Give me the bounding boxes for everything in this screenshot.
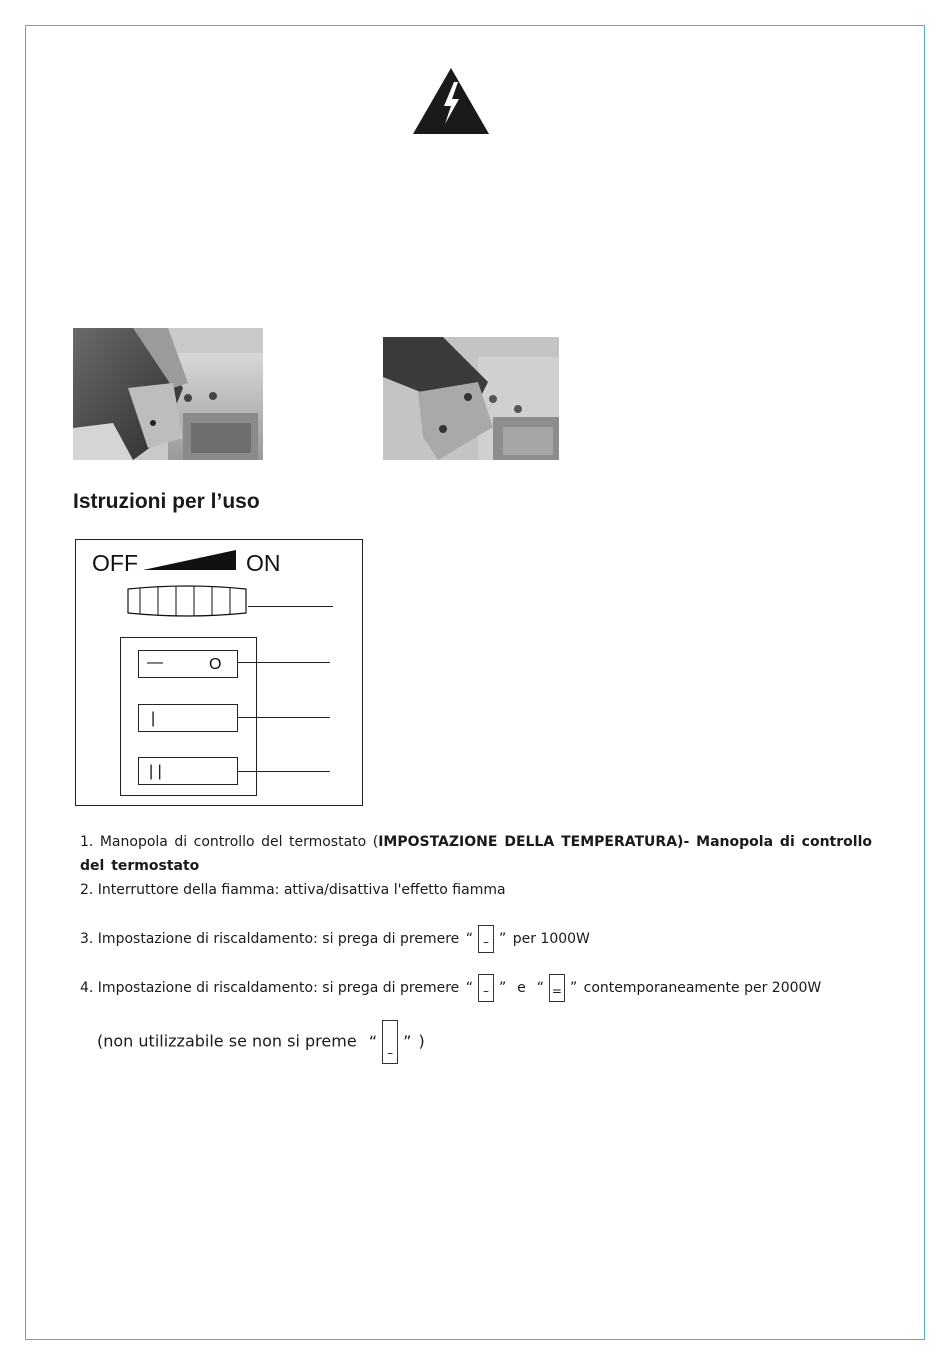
instruction-4-suffix: contemporaneamente per 2000W (583, 980, 822, 996)
instruction-3 (80, 925, 872, 953)
leader-line-4 (237, 771, 330, 772)
control-panel-diagram (75, 539, 363, 806)
heat-2000w-switch (138, 757, 238, 785)
heat-1000w-symbol: | (151, 710, 156, 727)
bracket-photo-1 (73, 328, 263, 460)
single-heat-button-symbol (478, 974, 494, 1002)
thermostat-knob (126, 585, 248, 617)
close-quote: ” (498, 931, 507, 947)
on-label: ON (246, 550, 281, 576)
close-quote: ” (403, 1031, 412, 1051)
open-quote: “ (536, 980, 544, 996)
flame-switch (138, 650, 238, 678)
heat-1000w-switch (138, 704, 238, 732)
single-heat-button-symbol (382, 1020, 398, 1064)
single-heat-button-symbol (478, 925, 494, 953)
instruction-2: 2. Interruttore della fiamma: attiva/disattiva l'effetto fiamma (80, 882, 506, 898)
instruction-3-suffix: per 1000W (512, 931, 590, 947)
double-mark: = (551, 984, 562, 998)
section-title: Istruzioni per l’uso (73, 490, 260, 513)
flame-switch-right-symbol: O (209, 656, 222, 673)
single-mark: – (387, 1046, 394, 1060)
single-mark: – (482, 984, 489, 998)
instruction-note (97, 1020, 889, 1064)
leader-line-3 (237, 717, 330, 718)
open-quote: “ (465, 931, 473, 947)
heat-2000w-symbol: | | (149, 763, 162, 780)
double-heat-button-symbol (549, 974, 565, 1002)
leader-line-1 (248, 606, 333, 607)
instruction-4-prefix: 4. Impostazione di riscaldamento: si prega di premere (80, 980, 460, 996)
open-quote: “ (368, 1031, 378, 1051)
leader-line-2 (237, 662, 330, 663)
single-mark: – (482, 935, 489, 949)
instruction-3-prefix: 3. Impostazione di riscaldamento: si prega di premere (80, 931, 460, 947)
bracket-photo-2 (383, 337, 559, 460)
instruction-4-middle: e (517, 980, 526, 996)
instruction-4 (80, 974, 872, 1002)
instruction-1 (80, 830, 872, 878)
thermostat-ramp-icon (143, 549, 237, 571)
instruction-1-prefix: 1. Manopola di controllo del termostato ( (80, 834, 379, 850)
flame-switch-left-symbol: — (147, 654, 163, 671)
note-suffix: ) (418, 1031, 425, 1051)
electrical-hazard-triangle-icon (411, 66, 491, 136)
note-prefix: (non utilizzabile se non si preme (97, 1031, 357, 1051)
open-quote: “ (465, 980, 473, 996)
close-quote: ” (498, 980, 507, 996)
off-label: OFF (92, 550, 138, 576)
instruction-1-bold: IMPOSTAZIONE DELLA TEMPERATURA)- Manopola di controllo del termostato (80, 834, 872, 874)
close-quote: ” (569, 980, 578, 996)
